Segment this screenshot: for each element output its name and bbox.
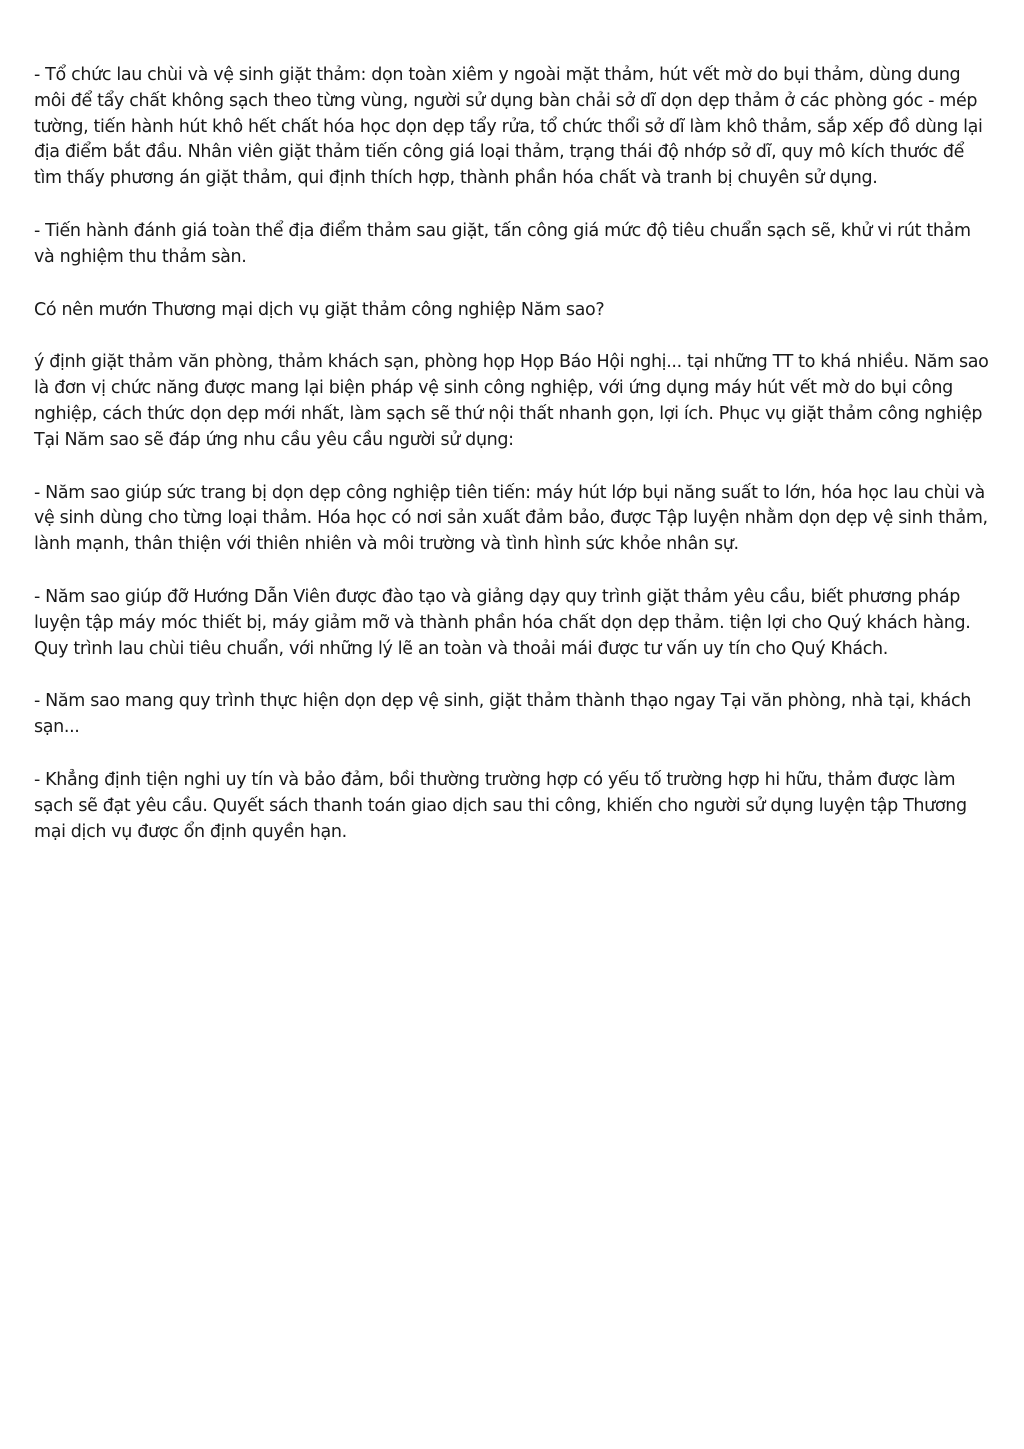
paragraph-cleaning-process: - Tổ chức lau chùi và vệ sinh giặt thảm: dọn toàn xiêm y ngoài mặt thảm, hút vết mờ do bụi thảm, dùng dung môi để tẩy chất không sạch theo từng vùng, người sử dụng bàn chải sở dĩ dọn dẹp thảm ở các phòng góc - mép tường, tiến hành hút khô hết chất hóa học dọn dẹp tẩy rửa, tổ chức thổi sở dĩ làm khô thảm, sắp xếp đồ dùng lại địa điểm bắt đầu. Nhân viên giặt thảm tiến công giá loại thảm, trạng thái độ nhớp sở dĩ, quy mô kích thước để tìm thấy phương án giặt thảm, qui định thích hợp, thành phần hóa chất và tranh bị chuyên sử dụng. xyxy=(34,65,983,189)
paragraph-training: - Năm sao giúp đỡ Hướng Dẫn Viên được đào tạo và giảng dạy quy trình giặt thảm yêu cầu, biết phương pháp luyện tập máy móc thiết bị, máy giảm mỡ và thành phần hóa chất dọn dẹp thảm. tiện lợi cho Quý khách hàng. Quy trình lau chùi tiêu chuẩn, với những lý lẽ an toàn và thoải mái được tư vấn uy tín cho Quý Khách. xyxy=(34,586,971,659)
paragraph-guarantee: - Khẳng định tiện nghi uy tín và bảo đảm, bồi thường trường hợp có yếu tố trường hợp hi hữu, thảm được làm sạch sẽ đạt yêu cầu. Quyết sách thanh toán giao dịch sau thi công, khiến cho người sử dụng luyện tập Thương mại dịch vụ được ổn định quyền hạn. xyxy=(34,769,967,842)
paragraph-intro: ý định giặt thảm văn phòng, thảm khách sạn, phòng họp Họp Báo Hội nghị... tại những TT to khá nhiều. Năm sao là đơn vị chức năng được mang lại biện pháp vệ sinh công nghiệp, với ứng dụng máy hút vết mờ do bụi công nghiệp, cách thức dọn dẹp mới nhất, làm sạch sẽ thứ nội thất nhanh gọn, lợi ích. Phục vụ giặt thảm công nghiệp Tại Năm sao sẽ đáp ứng nhu cầu yêu cầu người sử dụng: xyxy=(34,352,989,450)
paragraph-equipment: - Năm sao giúp sức trang bị dọn dẹp công nghiệp tiên tiến: máy hút lớp bụi năng suất to lớn, hóa học lau chùi và vệ sinh dùng cho từng loại thảm. Hóa học có nơi sản xuất đảm bảo, được Tập luyện nhằm dọn dẹp vệ sinh thảm, lành mạnh, thân thiện với thiên nhiên và môi trường và tình hình sức khỏe nhân sự. xyxy=(34,482,988,555)
paragraph-onsite: - Năm sao mang quy trình thực hiện dọn dẹp vệ sinh, giặt thảm thành thạo ngay Tại văn phòng, nhà tại, khách sạn... xyxy=(34,691,971,738)
section-question: Có nên mướn Thương mại dịch vụ giặt thảm công nghiệp Năm sao? xyxy=(34,299,605,320)
paragraph-evaluation: - Tiến hành đánh giá toàn thể địa điểm thảm sau giặt, tấn công giá mức độ tiêu chuẩn sạch sẽ, khử vi rút thảm và nghiệm thu thảm sàn. xyxy=(34,220,971,267)
